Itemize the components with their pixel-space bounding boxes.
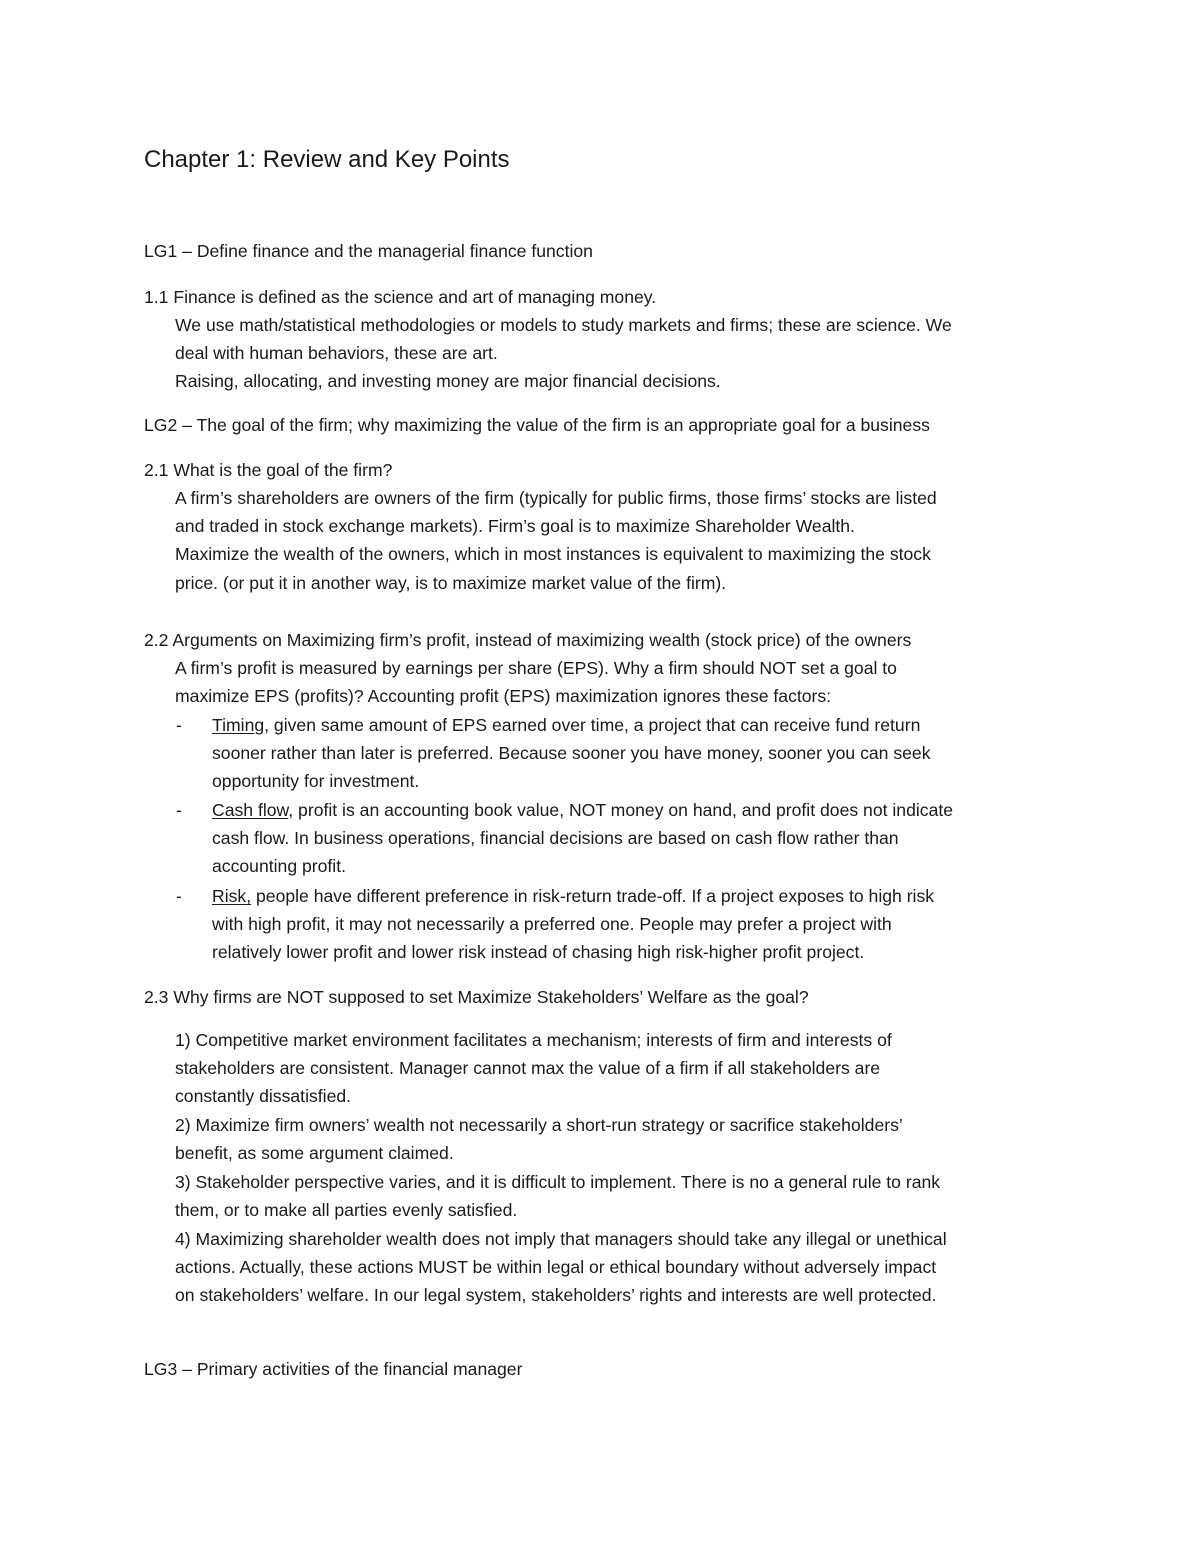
bullet-term: Cash flow [212, 800, 289, 820]
section-2-2-line-2: A firm’s profit is measured by earnings per share (EPS). Why a firm should NOT set a goal to [175, 658, 897, 678]
section-2-1-line-5: price. (or put it in another way, is to maximize market value of the firm). [175, 573, 727, 593]
point-2-line-1: 2) Maximize firm owners’ wealth not necessarily a short-run strategy or sacrifice stakeholders’ [175, 1115, 903, 1135]
bullet-text: , given same amount of EPS earned over time, a project that can receive fund return [264, 715, 921, 735]
bullet-risk-line-2: with high profit, it may not necessarily a preferred one. People may prefer a project with [212, 914, 892, 934]
section-2-1-line-4: Maximize the wealth of the owners, which in most instances is equivalent to maximizing the stock [175, 544, 931, 564]
point-1-line-2: stakeholders are consistent. Manager cannot max the value of a firm if all stakeholders are [175, 1058, 881, 1078]
section-1-1-line-4: Raising, allocating, and investing money are major financial decisions. [175, 371, 721, 391]
point-3-line-1: 3) Stakeholder perspective varies, and it is difficult to implement. There is no a general rule to rank [175, 1172, 941, 1192]
lg3-heading: LG3 – Primary activities of the financial manager [144, 1359, 523, 1379]
point-3-line-2: them, or to make all parties evenly satisfied. [175, 1200, 518, 1220]
section-1-1-line-1: 1.1 Finance is defined as the science and art of managing money. [144, 287, 657, 307]
bullet-text: , profit is an accounting book value, NOT money on hand, and profit does not indicate [288, 800, 954, 820]
bullet-marker: - [176, 886, 182, 906]
section-1-1-line-3: deal with human behaviors, these are art. [175, 343, 498, 363]
point-1-line-3: constantly dissatisfied. [175, 1086, 352, 1106]
bullet-term: Timing [212, 715, 265, 735]
bullet-cashflow-line-3: accounting profit. [212, 856, 346, 876]
bullet-term: Risk, [212, 886, 252, 906]
lg1-heading: LG1 – Define finance and the managerial finance function [144, 241, 593, 261]
point-1-line-1: 1) Competitive market environment facilitates a mechanism; interests of firm and interests of [175, 1030, 892, 1050]
bullet-text: people have different preference in risk-return trade-off. If a project exposes to high risk [251, 886, 935, 906]
bullet-marker: - [176, 715, 182, 735]
section-2-2-line-3: maximize EPS (profits)? Accounting profit (EPS) maximization ignores these factors: [175, 686, 832, 706]
point-4-line-1: 4) Maximizing shareholder wealth does not imply that managers should take any illegal or unethical [175, 1229, 947, 1249]
point-4-line-3: on stakeholders’ welfare. In our legal system, stakeholders’ rights and interests are well protected. [175, 1285, 937, 1305]
section-1-1-line-2: We use math/statistical methodologies or models to study markets and firms; these are science. We [175, 315, 952, 335]
page-title: Chapter 1: Review and Key Points [144, 146, 510, 173]
section-2-2-line-1: 2.2 Arguments on Maximizing firm’s profit, instead of maximizing wealth (stock price) of the owners [144, 630, 912, 650]
point-2-line-2: benefit, as some argument claimed. [175, 1143, 454, 1163]
section-2-1-line-2: A firm’s shareholders are owners of the firm (typically for public firms, those firms’ stocks are listed [175, 488, 937, 508]
bullet-risk-line-3: relatively lower profit and lower risk instead of chasing high risk-higher profit project. [212, 942, 865, 962]
bullet-timing-line-3: opportunity for investment. [212, 771, 420, 791]
point-4-line-2: actions. Actually, these actions MUST be within legal or ethical boundary without adversely impact [175, 1257, 937, 1277]
bullet-cashflow-line-1 [212, 799, 953, 821]
bullet-marker: - [176, 800, 182, 820]
section-2-3-heading: 2.3 Why firms are NOT supposed to set Maximize Stakeholders’ Welfare as the goal? [144, 987, 809, 1007]
section-2-1-line-1: 2.1 What is the goal of the firm? [144, 460, 393, 480]
lg2-heading: LG2 – The goal of the firm; why maximizing the value of the firm is an appropriate goal for a business [144, 415, 930, 435]
bullet-timing-line-1 [212, 714, 920, 736]
bullet-risk-line-1 [212, 885, 934, 907]
section-2-1-line-3: and traded in stock exchange markets). Firm’s goal is to maximize Shareholder Wealth. [175, 516, 855, 536]
bullet-timing-line-2: sooner rather than later is preferred. Because sooner you have money, sooner you can seek [212, 743, 931, 763]
bullet-cashflow-line-2: cash flow. In business operations, financial decisions are based on cash flow rather than [212, 828, 899, 848]
